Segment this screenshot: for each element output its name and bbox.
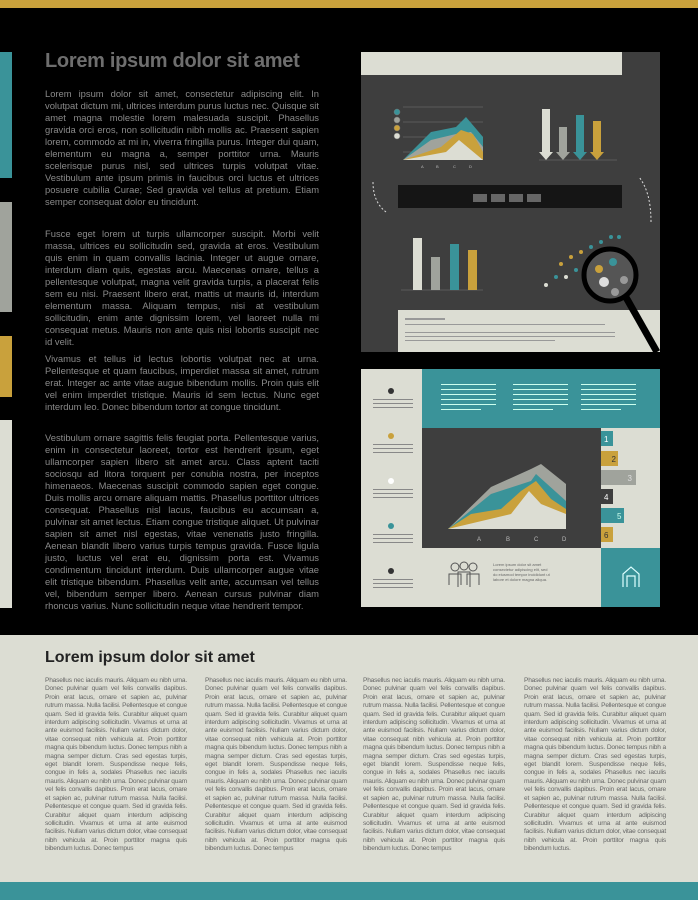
- axis-label: D: [562, 537, 567, 543]
- top-gold-bar: [0, 0, 698, 8]
- axis-label: C: [453, 164, 456, 169]
- text-column-1: Phasellus nec iaculis mauris. Aliquam eu nibh urna. Donec pulvinar quam vel felis convallis dapibus. Proin erat lacus, ornare et sapien ac, pulvinar rutrum massa. Nulla facilisi. Pellentesque et congue quam. Sed id gravida felis. Curabitur aliquet quam interdum adipiscing sollicitudin. Vivamus et urna at ante euismod facilisis. Nullam varius dictum dolor, vitae consequat nibh vehicula at. Proin porttitor magna quis bibendum luctus. Donec tempus nibh a magna semper dictum. Cras sed egestas turpis, eget blandit lorem. Suspendisse neque felis, congue in felis a, sodales Phasellus nec iaculis mauris. Aliquam eu nibh urna. Donec pulvinar quam vel felis convallis dapibus. Proin erat lacus, ornare et sapien ac, pulvinar rutrum massa. Nulla facilisi. Pellentesque et congue quam. Sed id gravida felis. Curabitur aliquet quam interdum adipiscing sollicitudin. Vivamus et urna at ante euismod facilisis. Nullam varius dictum dolor, vitae consequat nibh vehicula at. Proin porttitor magna quis bibendum luctus. Donec tempus: [45, 677, 187, 853]
- tab-number: 4: [604, 493, 609, 502]
- tab-number: 2: [611, 455, 616, 464]
- axis-label: B: [506, 537, 511, 543]
- infographic-dashboard-image: [361, 369, 660, 607]
- gray-side-strip: [0, 202, 12, 312]
- axis-label: A: [477, 537, 482, 543]
- axis-label: C: [534, 537, 539, 543]
- light-side-strip: [0, 420, 12, 608]
- tab-number: 3: [627, 474, 632, 483]
- bottom-title: Lorem ipsum dolor sit amet: [45, 649, 255, 666]
- axis-label: B: [436, 164, 439, 169]
- tab-number: 1: [604, 435, 609, 444]
- header-strip: [361, 52, 622, 75]
- bottom-section: [0, 635, 698, 882]
- main-title: Lorem ipsum dolor sit amet: [45, 50, 300, 72]
- footer-teal-bar: [0, 882, 698, 900]
- text-column-3: Phasellus nec iaculis mauris. Aliquam eu nibh urna. Donec pulvinar quam vel felis convallis dapibus. Proin erat lacus, ornare et sapien ac, pulvinar rutrum massa. Nulla facilisi. Pellentesque et congue quam. Sed id gravida felis. Curabitur aliquet quam interdum adipiscing sollicitudin. Vivamus et urna at ante euismod facilisis. Nullam varius dictum dolor, vitae consequat nibh vehicula at. Proin porttitor magna quis bibendum luctus. Donec tempus nibh a magna semper dictum. Cras sed egestas turpis, eget blandit lorem. Suspendisse neque felis, congue in felis a, sodales Phasellus nec iaculis mauris. Aliquam eu nibh urna. Donec pulvinar quam vel felis convallis dapibus. Proin erat lacus, ornare et sapien ac, pulvinar rutrum massa. Nulla facilisi. Pellentesque et congue quam. Sed id gravida felis. Curabitur aliquet quam interdum adipiscing sollicitudin. Vivamus et urna at ante euismod facilisis. Nullam varius dictum dolor, vitae consequat nibh vehicula at. Proin porttitor magna quis bibendum luctus. Donec tempus: [363, 677, 505, 853]
- document-sheet: [398, 310, 660, 352]
- paragraph-1: Lorem ipsum dolor sit amet, consectetur adipiscing elit. In volutpat dictum mi, ultrices interdum purus luctus nec. Quisque sit amet magna molestie lorem malesuada suscipit. Phasellus gravida orci eros, non sollicitudin nibh mollis ac. Praesent sapien lorem, commodo at mi in, viverra fringilla purus. Integer dui quam, elementum eu magna a, semper porttitor urna. Mauris scelerisque purus nisl, sed ultrices turpis volutpat vitae. Vestibulum ante ipsum primis in faucibus orci luctus et ultrices posuere cubilia Curae; Sed gravida vel tellus at pretium. Etiam semper consequat dolor eu tincidunt.: [45, 88, 319, 207]
- text-column-2: Phasellus nec iaculis mauris. Aliquam eu nibh urna. Donec pulvinar quam vel felis convallis dapibus. Proin erat lacus, ornare et sapien ac, pulvinar rutrum massa. Nulla facilisi. Pellentesque et congue quam. Sed id gravida felis. Curabitur aliquet quam interdum adipiscing sollicitudin. Vivamus et urna at ante euismod facilisis. Nullam varius dictum dolor, vitae consequat nibh vehicula at. Proin porttitor magna quis bibendum luctus. Donec tempus nibh a magna semper dictum. Cras sed egestas turpis, eget blandit lorem. Suspendisse neque felis, congue in felis a, sodales Phasellus nec iaculis mauris. Aliquam eu nibh urna. Donec pulvinar quam vel felis convallis dapibus. Proin erat lacus, ornare et sapien ac, pulvinar rutrum massa. Nulla facilisi. Pellentesque et congue quam. Sed id gravida felis. Curabitur aliquet quam interdum adipiscing sollicitudin. Vivamus et urna at ante euismod facilisis. Nullam varius dictum dolor, vitae consequat nibh vehicula at. Proin porttitor magna quis bibendum luctus. Donec tempus: [205, 677, 347, 853]
- gold-side-strip: [0, 336, 12, 397]
- text-column-4: Phasellus nec iaculis mauris. Aliquam eu nibh urna. Donec pulvinar quam vel felis convallis dapibus. Proin erat lacus, ornare et sapien ac, pulvinar rutrum massa. Nulla facilisi. Pellentesque et congue quam. Sed id gravida felis. Curabitur aliquet quam interdum adipiscing sollicitudin. Vivamus et urna at ante euismod facilisis. Nullam varius dictum dolor, vitae consequat nibh vehicula at. Proin porttitor magna quis bibendum luctus. Donec tempus nibh a magna semper dictum. Cras sed egestas turpis, eget blandit lorem. Suspendisse neque felis, congue in felis a, sodales Phasellus nec iaculis mauris. Aliquam eu nibh urna. Donec pulvinar quam vel felis convallis dapibus. Proin erat lacus, ornare et sapien ac, pulvinar rutrum massa. Nulla facilisi. Pellentesque et congue quam. Sed id gravida felis. Curabitur aliquet quam interdum adipiscing sollicitudin. Vivamus et urna at ante euismod facilisis. Nullam varius dictum dolor, vitae consequat nibh vehicula at. Proin porttitor magna quis bibendum luctus.: [524, 677, 666, 853]
- paragraph-4: Vestibulum ornare sagittis felis feugiat porta. Pellentesque varius, enim in consectetur laoreet, tortor est hendrerit ipsum, eget ullamcorper sapien libero sit amet arcu. Class aptent taciti sociosqu ad litora torquent per conubia nostra, per inceptos himenaeos. Maecenas suscipit commodo sapien eget congue. Duis mollis arcu ornare aliquam mattis. Phasellus porttitor ultrices consequat. Phasellus nisl lacus, faucibus eu accumsan a, pulvinar sit amet lectus. Etiam congue tristique aliquet. Ut pulvinar sapien sit amet nisl egestas, vitae venenatis justo fringilla. Aenean blandit libero varius turpis tempus gravida. Fusce ligula justo, luctus vel erat eu, dignissim porta est. Vivamus condimentum tincidunt interdum. Duis ullamcorper augue vitae elit tristique bibendum. Phasellus velit ante, accumsan vel tellus vel, bibendum semper libero. Aenean cursus pulvinar diam rhoncus varius. Nunc sollicitudin neque vitae hendrerit tempor.: [45, 432, 319, 611]
- tab-number: 6: [604, 531, 609, 540]
- people-caption: Lorem ipsum dolor sit amet consectetur adipiscing elit, sed do eiusmod tempor incididunt ut labore et dolore magna aliqua.: [493, 562, 550, 582]
- infographic-charts-image: [361, 52, 660, 352]
- teal-side-strip: [0, 52, 12, 178]
- paragraph-3: Vivamus et tellus id lectus lobortis volutpat nec at urna. Pellentesque et quam faucibus, imperdiet massa sit amet, rutrum erat. Integer ac ante vitae augue bibendum mollis. Proin quis elit vel enim imperdiet tristique. Mauris id sem lectus. Nunc eget interdum leo. Donec bibendum tortor at congue tincidunt.: [45, 353, 319, 412]
- paragraph-2: Fusce eget lorem ut turpis ullamcorper suscipit. Morbi velit massa, ultrices eu sollicitudin sed, gravida at eros. Vestibulum quis enim in quam convallis lacinia. Integer ut augue ornare, interdum diam quis, egestas arcu. Maecenas ornare, tellus a pellentesque volutpat, magna velit gravida turpis, a placerat felis sem eu nisi. Praesent libero erat, mattis ut mauris id, interdum elementum massa. Aliquam tempus, nisi at vestibulum sollicitudin, enim ante dignissim lorem, vel laoreet nulla mi consequat metus. Mauris non ante quis nisi lobortis suscipit nec id velit.: [45, 228, 319, 347]
- axis-label: A: [421, 164, 424, 169]
- axis-label: D: [469, 164, 472, 169]
- tab-number: 5: [617, 512, 622, 521]
